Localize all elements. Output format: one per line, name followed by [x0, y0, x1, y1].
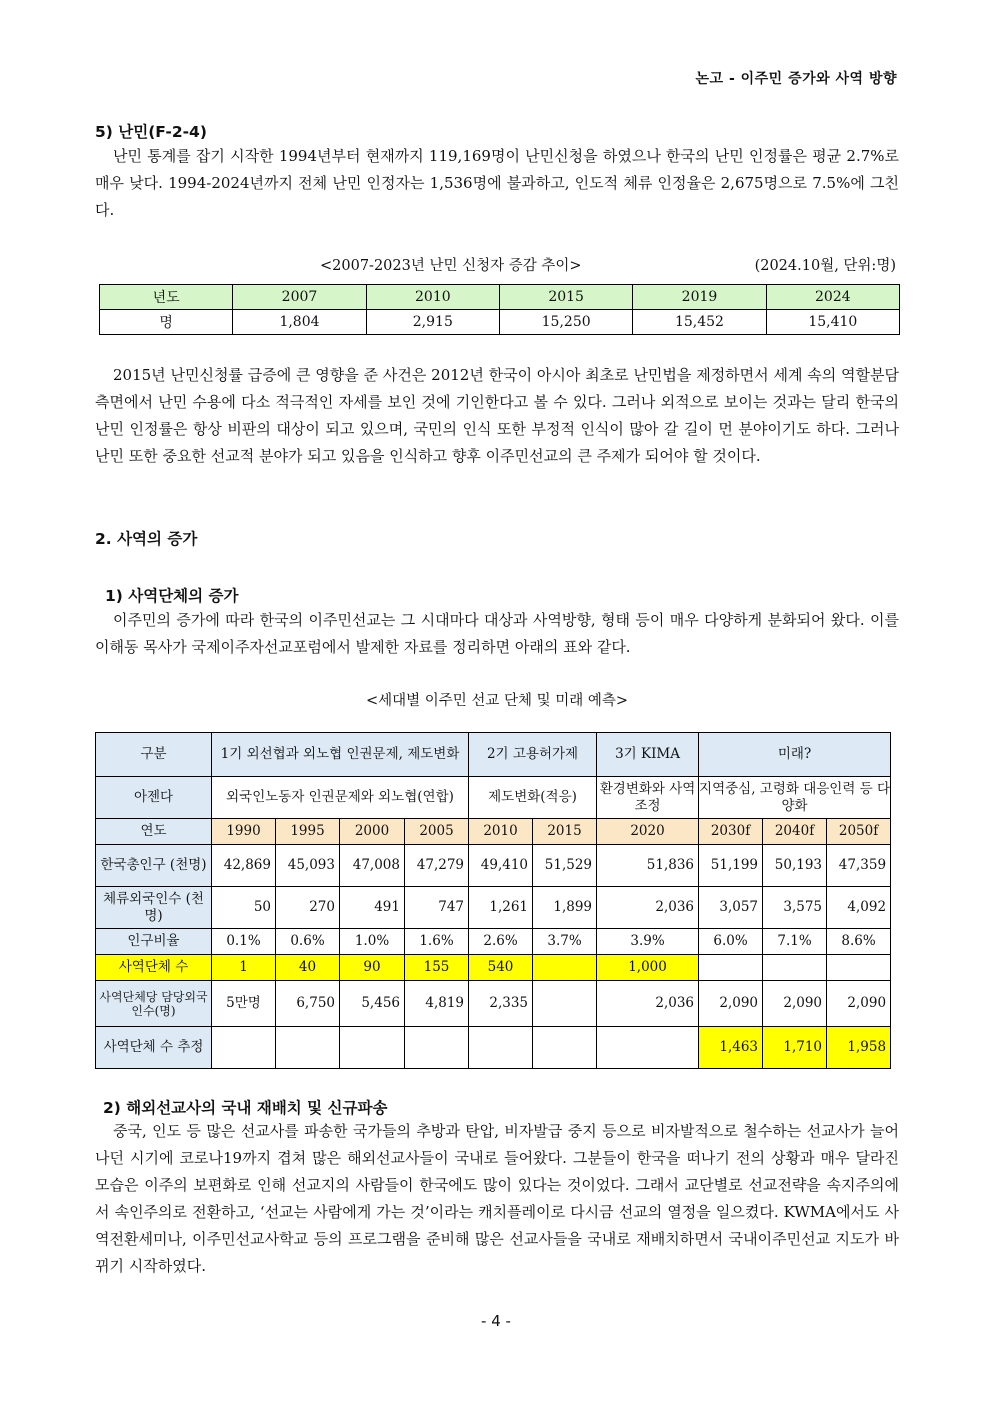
agenda-1-cell: 외국인노동자 인권문제와 외노협(연합) — [212, 777, 469, 819]
year-cell: 2000 — [340, 819, 405, 845]
estimate-cell: 1,958 — [827, 1027, 891, 1069]
ratio-cell: 1.0% — [340, 929, 405, 955]
table2-row-years — [96, 819, 891, 845]
ratio-cell: 1.6% — [405, 929, 469, 955]
per-org-cell: 2,335 — [469, 981, 533, 1027]
table2-row-agenda — [96, 777, 891, 819]
table1-cell: 2,915 — [366, 310, 499, 335]
table1-header-cell: 2007 — [233, 285, 366, 310]
population-cell: 47,008 — [340, 845, 405, 887]
paragraph-refugee-law: 2015년 난민신청률 급증에 큰 영향을 준 사건은 2012년 한국이 아시아 최초로 난민법을 제정하면서 세계 속의 역할분담 측면에서 난민 수용에 다소 적극적인 자세를 보인 것에 기인한다고 볼 수 있다. 그러나 외적으로 보이는 것과는 달리 한국의 난민 인정률은 항상 비판의 대상이 되고 있으며, 국민의 인식 또한 부정적 인식이 많아 갈 길이 먼 분야이기도 하다. 그러나 난민 또한 중요한 선교적 분야가 되고 있음을 인식하고 향후 이주민선교의 큰 주제가 되어야 할 것이다. — [95, 366, 899, 465]
foreigners-cell: 1,899 — [533, 887, 597, 929]
estimate-cell — [340, 1027, 405, 1069]
refugee-applicants-table — [99, 284, 900, 335]
estimate-cell: 1,710 — [763, 1027, 827, 1069]
agenda-3-cell: 환경변화와 사역조정 — [597, 777, 699, 819]
orgs-cell: 155 — [405, 955, 469, 981]
table2-row-per-org — [96, 981, 891, 1027]
year-cell: 2020 — [597, 819, 699, 845]
running-header: 논고 - 이주민 증가와 사역 방향 — [695, 71, 897, 87]
foreigners-cell: 3,575 — [763, 887, 827, 929]
table1-data-row — [100, 310, 900, 335]
ratio-cell: 3.9% — [597, 929, 699, 955]
ratio-cell: 0.6% — [276, 929, 340, 955]
estimate-cell: 1,463 — [699, 1027, 763, 1069]
per-org-cell: 2,090 — [827, 981, 891, 1027]
orgs-cell — [533, 955, 597, 981]
ratio-cell: 3.7% — [533, 929, 597, 955]
table1-header-cell: 2024 — [766, 285, 899, 310]
table2-row-ratio — [96, 929, 891, 955]
table1-cell: 15,452 — [633, 310, 766, 335]
row-label: 한국총인구 (천명) — [96, 845, 212, 887]
foreigners-cell: 270 — [276, 887, 340, 929]
table1-unit: (2024.10월, 단위:명) — [754, 258, 896, 274]
table2-caption: <세대별 이주민 선교 단체 및 미래 예측> — [365, 693, 629, 709]
foreigners-cell: 50 — [212, 887, 276, 929]
population-cell: 47,359 — [827, 845, 891, 887]
estimate-cell — [212, 1027, 276, 1069]
subsection-heading-redeploy: 2) 해외선교사의 국내 재배치 및 신규파송 — [103, 1099, 388, 1117]
table1-header-cell: 2019 — [633, 285, 766, 310]
population-cell: 51,199 — [699, 845, 763, 887]
population-cell: 50,193 — [763, 845, 827, 887]
generation-future-cell: 미래? — [699, 733, 891, 777]
foreigners-cell: 2,036 — [597, 887, 699, 929]
generation-ministry-table — [95, 732, 891, 1069]
per-org-cell — [533, 981, 597, 1027]
page-number: - 4 - — [481, 1312, 511, 1330]
orgs-cell: 1 — [212, 955, 276, 981]
per-org-cell: 5만명 — [212, 981, 276, 1027]
ratio-cell: 0.1% — [212, 929, 276, 955]
year-cell: 1990 — [212, 819, 276, 845]
ratio-cell: 7.1% — [763, 929, 827, 955]
row-label: 구분 — [96, 733, 212, 777]
year-cell: 2015 — [533, 819, 597, 845]
table2-row-estimate — [96, 1027, 891, 1069]
row-label: 아젠다 — [96, 777, 212, 819]
per-org-cell: 2,090 — [699, 981, 763, 1027]
foreigners-cell: 3,057 — [699, 887, 763, 929]
orgs-cell: 1,000 — [597, 955, 699, 981]
table1-header-row — [100, 285, 900, 310]
row-label: 인구비율 — [96, 929, 212, 955]
table2-row-orgs — [96, 955, 891, 981]
table1-cell: 1,804 — [233, 310, 366, 335]
population-cell: 45,093 — [276, 845, 340, 887]
orgs-cell — [699, 955, 763, 981]
generation-2-cell: 2기 고용허가제 — [469, 733, 597, 777]
population-cell: 47,279 — [405, 845, 469, 887]
table2-row-generation — [96, 733, 891, 777]
estimate-cell — [533, 1027, 597, 1069]
orgs-cell — [827, 955, 891, 981]
table1-header-cell: 2015 — [499, 285, 632, 310]
year-cell: 1995 — [276, 819, 340, 845]
row-label: 연도 — [96, 819, 212, 845]
foreigners-cell: 4,092 — [827, 887, 891, 929]
orgs-cell: 90 — [340, 955, 405, 981]
ratio-cell: 8.6% — [827, 929, 891, 955]
table2-row-foreigners — [96, 887, 891, 929]
orgs-cell: 40 — [276, 955, 340, 981]
population-cell: 51,836 — [597, 845, 699, 887]
row-label: 사역단체 수 — [96, 955, 212, 981]
paragraph-redeploy: 중국, 인도 등 많은 선교사를 파송한 국가들의 추방과 탄압, 비자발급 중지 등으로 비자발적으로 철수하는 선교사가 늘어나던 시기에 코로나19까지 겹쳐 많은 해외선교사들이 국내로 들어왔다. 그분들이 한국을 떠나기 전의 상황과 매우 달라진 모습은 이주의 보편화로 인해 선교지의 사람들이 한국에도 많이 있다는 것이었다. 그래서 교단별로 선교전략을 속지주의에서 속인주의로 전환하고, ‘선교는 사람에게 가는 것’이라는 캐치플레이로 다시금 선교의 열정을 일으켰다. KWMA에서도 사역전환세미나, 이주민선교사학교 등의 프로그램을 준비해 많은 선교사들을 국내로 재배치하면서 국내이주민선교 지도가 바뀌기 시작하였다. — [95, 1122, 899, 1275]
foreigners-cell: 491 — [340, 887, 405, 929]
per-org-cell: 2,090 — [763, 981, 827, 1027]
table1-cell: 15,410 — [766, 310, 899, 335]
table1-cell: 명 — [100, 310, 233, 335]
per-org-cell: 4,819 — [405, 981, 469, 1027]
ratio-cell: 6.0% — [699, 929, 763, 955]
row-label: 사역단체당 담당외국인수(명) — [96, 981, 212, 1027]
per-org-cell: 6,750 — [276, 981, 340, 1027]
year-cell: 2030f — [699, 819, 763, 845]
paragraph-orgs: 이주민의 증가에 따라 한국의 이주민선교는 그 시대마다 대상과 사역방향, 형태 등이 매우 다양하게 분화되어 왔다. 이를 이해동 목사가 국제이주자선교포럼에서 발제한 자료를 정리하면 아래의 표와 같다. — [95, 611, 899, 656]
foreigners-cell: 1,261 — [469, 887, 533, 929]
year-cell: 2010 — [469, 819, 533, 845]
generation-3-cell: 3기 KIMA — [597, 733, 699, 777]
table1-header-cell: 년도 — [100, 285, 233, 310]
estimate-cell — [276, 1027, 340, 1069]
section-heading-ministry-growth: 2. 사역의 증가 — [95, 530, 198, 548]
paragraph-refugee-stats: 난민 통계를 잡기 시작한 1994년부터 현재까지 119,169명이 난민신청을 하였으나 한국의 난민 인정률은 평균 2.7%로 매우 낮다. 1994-2024년까지 전체 난민 인정자는 1,536명에 불과하고, 인도적 체류 인정율은 2,675명으로 7.5%에 그친다. — [95, 147, 899, 219]
subsection-heading-orgs: 1) 사역단체의 증가 — [105, 587, 239, 605]
section-heading-refugee: 5) 난민(F-2-4) — [95, 123, 207, 141]
estimate-cell — [597, 1027, 699, 1069]
population-cell: 49,410 — [469, 845, 533, 887]
table1-caption: <2007-2023년 난민 신청자 증감 추이> — [320, 258, 582, 274]
year-cell: 2040f — [763, 819, 827, 845]
table2-row-population — [96, 845, 891, 887]
row-label: 체류외국인수 (천명) — [96, 887, 212, 929]
estimate-cell — [469, 1027, 533, 1069]
table1-cell: 15,250 — [499, 310, 632, 335]
per-org-cell: 5,456 — [340, 981, 405, 1027]
per-org-cell: 2,036 — [597, 981, 699, 1027]
orgs-cell: 540 — [469, 955, 533, 981]
year-cell: 2005 — [405, 819, 469, 845]
year-cell: 2050f — [827, 819, 891, 845]
row-label: 사역단체 수 추정 — [96, 1027, 212, 1069]
generation-1-cell: 1기 외선협과 외노협 인권문제, 제도변화 — [212, 733, 469, 777]
agenda-4-cell: 지역중심, 고령화 대응인력 등 다양화 — [699, 777, 891, 819]
population-cell: 42,869 — [212, 845, 276, 887]
table1-header-cell: 2010 — [366, 285, 499, 310]
estimate-cell — [405, 1027, 469, 1069]
ratio-cell: 2.6% — [469, 929, 533, 955]
orgs-cell — [763, 955, 827, 981]
population-cell: 51,529 — [533, 845, 597, 887]
agenda-2-cell: 제도변화(적응) — [469, 777, 597, 819]
foreigners-cell: 747 — [405, 887, 469, 929]
